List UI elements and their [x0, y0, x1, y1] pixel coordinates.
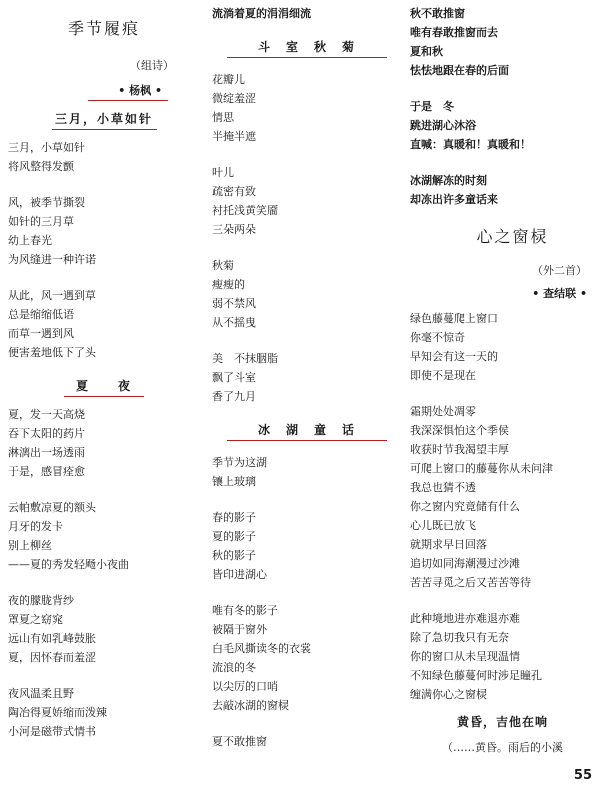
- poem-line: 叶儿: [212, 166, 234, 179]
- stanza-gap: [8, 481, 200, 498]
- poem-line: 季节为这湖: [212, 456, 267, 469]
- poem-line: 去敲冰湖的窗棂: [212, 699, 289, 712]
- poem-line: 弱不禁风: [212, 297, 256, 310]
- poem-line: 唯有冬的影子: [212, 604, 278, 617]
- poem-line: 直喊：真暖和！真暖和！: [410, 138, 531, 151]
- poem-line: 苦苦寻觅之后又苦苦等待: [410, 576, 531, 589]
- poem-line: 三朵两朵: [212, 223, 256, 236]
- poem-line: ——夏的秀发轻飏小夜曲: [8, 558, 129, 571]
- stanza-gap: [8, 667, 200, 684]
- author-name: • 查结联 •: [532, 287, 587, 300]
- poem-line: 吞下太阳的药片: [8, 427, 85, 440]
- section-title: 三月，小草如针: [54, 112, 153, 126]
- poem-line: 疏密有致: [212, 185, 256, 198]
- stanza-gap: [8, 176, 200, 193]
- continued-lines: [410, 4, 595, 209]
- poem-line: 半掩半遮: [212, 130, 256, 143]
- poem-line: 追切如同海潮漫过沙滩: [410, 557, 520, 570]
- stanza-gap: [410, 592, 595, 609]
- poem-line: 春的影子: [212, 511, 256, 524]
- poem-line: 月牙的发卡: [8, 520, 63, 533]
- poem-line: 风，被季节撕裂: [8, 196, 85, 209]
- poem-line: 秋的影子: [212, 549, 256, 562]
- poem-line: 唯有春敢推窗而去: [410, 26, 498, 39]
- poem-line: 夜的朦胧背纱: [8, 594, 74, 607]
- poem-line: 夏和秋: [410, 45, 443, 58]
- poem-line: 夏的影子: [212, 530, 256, 543]
- stanza-gap: [410, 385, 595, 402]
- poem-note: （外二首）: [532, 264, 587, 277]
- poem-line: 霜期处处凋零: [410, 405, 476, 418]
- poem-line: 却冻出许多童话来: [410, 193, 498, 206]
- poem-line: 怯怯地跟在春的后面: [410, 64, 509, 77]
- poem-line: 被隔于窗外: [212, 623, 267, 636]
- poem-line: 花瓣儿: [212, 73, 245, 86]
- stanza-gap: [212, 584, 402, 601]
- poem-line: 从不摇曳: [212, 316, 256, 329]
- stanza-gap: [212, 491, 402, 508]
- stanza-gap: [8, 574, 200, 591]
- poem-line: 总是缩缩低语: [8, 308, 74, 321]
- poem-line: 夏，因怀春而羞涩: [8, 651, 96, 664]
- poem-line: 你的窗口从未呈现温情: [410, 650, 520, 663]
- poem-line: 跳进湖心沐浴: [410, 119, 476, 132]
- poem-title: 心之窗棂: [476, 227, 549, 246]
- poem-line: 云帕敷凉夏的额头: [8, 501, 96, 514]
- poem-line: 皆印进湖心: [212, 568, 267, 581]
- stanza-gap: [212, 332, 402, 349]
- poem-line: 就期求早日回落: [410, 538, 487, 551]
- column-1: [8, 0, 200, 741]
- poem-line: 可爬上窗口的藤蔓你从未问津: [410, 462, 553, 475]
- poem-line: 缠满你心之窗棂: [410, 688, 487, 701]
- column-3: [410, 0, 595, 757]
- section-title: 冰 湖 童 话: [257, 423, 356, 437]
- poem-line: 夏不敢推窗: [212, 735, 267, 748]
- poem-line: 瘦瘦的: [212, 278, 245, 291]
- stanza-gap: [410, 80, 595, 97]
- poem-line: 从此，风一遇到草: [8, 289, 96, 302]
- poem-line: 你毫不惊奇: [410, 331, 465, 344]
- section-body: [212, 453, 402, 751]
- poem-line: 收获时节我渴望丰厚: [410, 443, 509, 456]
- poem-line: 衬托浅黄笑靥: [212, 204, 278, 217]
- poem-line: 淋漓出一场透雨: [8, 446, 85, 459]
- poem-line: 为风缝进一种许诺: [8, 253, 96, 266]
- poem-line: 美 不抹胭脂: [212, 352, 278, 365]
- poem-line: 便害羞地低下了头: [8, 346, 96, 359]
- author-name: • 杨枫 •: [118, 84, 162, 97]
- poem-line: 你之窗内究竟储有什么: [410, 500, 520, 513]
- poem-note: （组诗）: [130, 59, 174, 72]
- poem-line: 此种境地进亦难退亦难: [410, 612, 520, 625]
- poem-body: [410, 309, 595, 704]
- poem-line: 即使不是现在: [410, 369, 476, 382]
- poem-line: 以尖厉的口哨: [212, 680, 278, 693]
- poem-line: 陶冶得夏娇缩而泼辣: [8, 706, 107, 719]
- poem-line: 不知绿色藤蔓何时涉足瞳孔: [410, 669, 542, 682]
- poem-line: 冰湖解冻的时刻: [410, 174, 487, 187]
- poem-line: 别上柳丝: [8, 539, 52, 552]
- poem-line: 远山有如乳峰鼓胀: [8, 632, 96, 645]
- poem-line: 如针的三月草: [8, 215, 74, 228]
- poem-line: 流淌着夏的涓涓细流: [212, 7, 311, 20]
- poem-line: 于是 冬: [410, 100, 454, 113]
- section-body: [8, 405, 200, 741]
- poem-line: 罩夏之窈窕: [8, 613, 63, 626]
- column-2: [212, 0, 402, 751]
- section-title: 夏 夜: [75, 379, 132, 393]
- poem-line: 微绽羞涩: [212, 92, 256, 105]
- poem-line: 我总也猜不透: [410, 481, 476, 494]
- poem-line: 夏，发一天高烧: [8, 408, 85, 421]
- poem-line: 白毛风撕读冬的衣裳: [212, 642, 311, 655]
- poem-line: 于是，感冒痊愈: [8, 465, 85, 478]
- section-first-line: （……黄昏。雨后的小溪: [442, 741, 563, 754]
- poem-line: 幼上春光: [8, 234, 52, 247]
- stanza-gap: [410, 154, 595, 171]
- poem-line: 心儿既已放飞: [410, 519, 476, 532]
- stanza-gap: [212, 239, 402, 256]
- poem-line: 秋菊: [212, 259, 234, 272]
- stanza-gap: [212, 715, 402, 732]
- poem-line: 三月，小草如针: [8, 141, 85, 154]
- page-number: 55: [573, 768, 592, 783]
- poem-line: 而草一遇到风: [8, 327, 74, 340]
- poem-line: 绿色藤蔓爬上窗口: [410, 312, 498, 325]
- section-title: 黄昏，吉他在响: [456, 715, 548, 729]
- poem-line: 夜风温柔且野: [8, 687, 74, 700]
- poem-line: 情思: [212, 111, 234, 124]
- stanza-gap: [212, 146, 402, 163]
- section-title: 斗 室 秋 菊: [257, 40, 356, 54]
- section-body: [8, 138, 200, 362]
- poem-line: 飘了斗室: [212, 371, 256, 384]
- poem-line: 除了急切我只有无奈: [410, 631, 509, 644]
- poem-line: 小河是磁带式情书: [8, 725, 96, 738]
- poem-line: 秋不敢推窗: [410, 7, 465, 20]
- poem-line: 流浪的冬: [212, 661, 256, 674]
- poem-line: 将风整得发颤: [8, 160, 74, 173]
- section-body: [212, 70, 402, 406]
- stanza-gap: [8, 269, 200, 286]
- poem-line: 我深深惧怕这个季侯: [410, 424, 509, 437]
- poem-line: 香了九月: [212, 390, 256, 403]
- poem-line: 镶上玻璃: [212, 475, 256, 488]
- poem-title: 季节履痕: [67, 19, 140, 38]
- continued-lines: [212, 4, 402, 23]
- poem-line: 早知会有这一天的: [410, 350, 498, 363]
